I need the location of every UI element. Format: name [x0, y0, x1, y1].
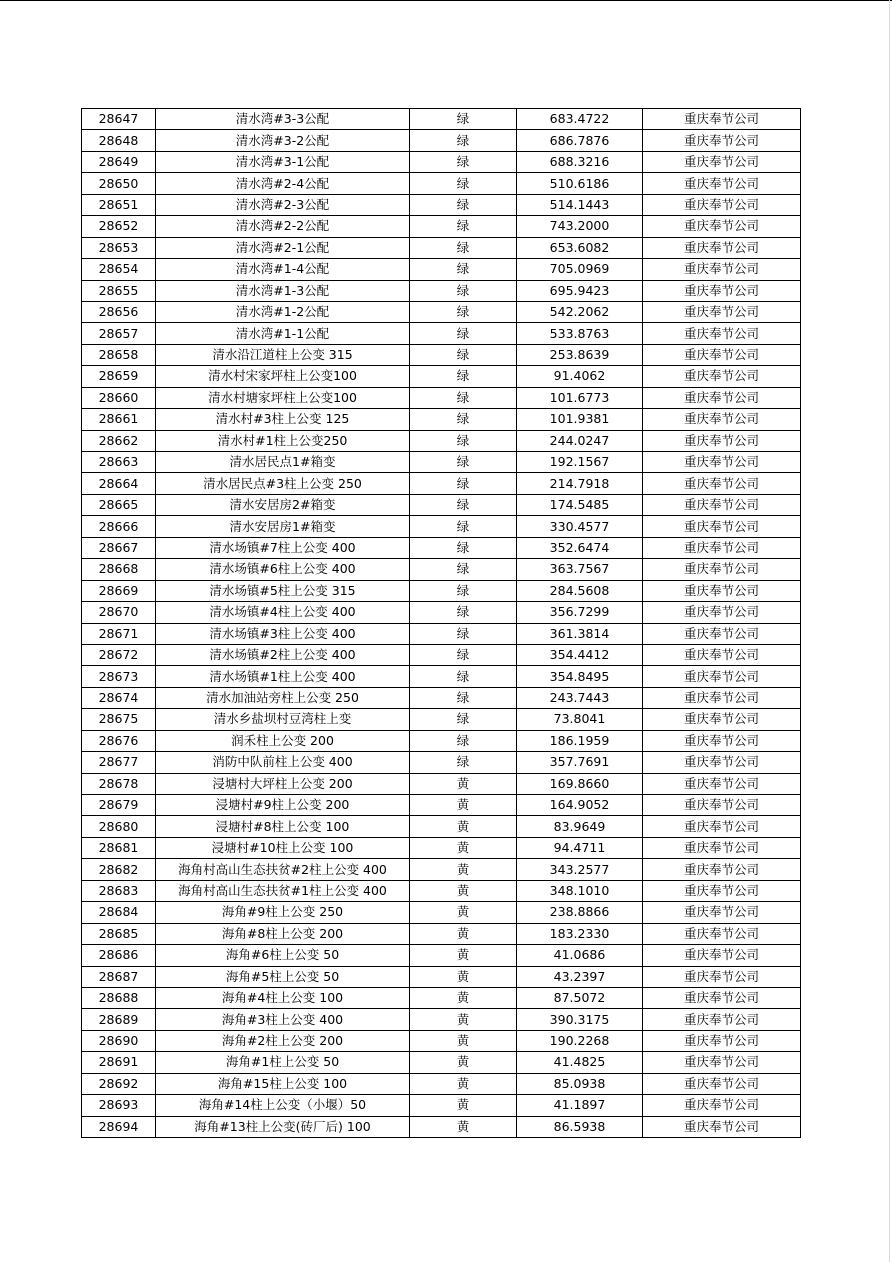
table-row [82, 130, 801, 151]
transformer-name-cell: 海角#3柱上公变 400 [156, 1009, 410, 1030]
status-level-cell: 黄 [410, 1095, 517, 1116]
row-id-cell: 28681 [82, 837, 156, 858]
status-level-cell: 黄 [410, 966, 517, 987]
table-row [82, 966, 801, 987]
value-cell: 542.2062 [517, 301, 643, 322]
row-id-cell: 28669 [82, 580, 156, 601]
status-level-cell: 黄 [410, 1073, 517, 1094]
value-cell: 352.6474 [517, 537, 643, 558]
value-cell: 743.2000 [517, 216, 643, 237]
table-row [82, 644, 801, 665]
table-row [82, 537, 801, 558]
table-row [82, 237, 801, 258]
company-cell: 重庆奉节公司 [643, 1116, 801, 1137]
value-cell: 43.2397 [517, 966, 643, 987]
status-level-cell: 绿 [410, 666, 517, 687]
transformer-name-cell: 浸塘村大坪柱上公变 200 [156, 773, 410, 794]
row-id-cell: 28658 [82, 344, 156, 365]
row-id-cell: 28686 [82, 945, 156, 966]
status-level-cell: 绿 [410, 323, 517, 344]
value-cell: 243.7443 [517, 687, 643, 708]
table-row [82, 795, 801, 816]
row-id-cell: 28675 [82, 709, 156, 730]
transformer-name-cell: 浸塘村#10柱上公变 100 [156, 837, 410, 858]
table-row [82, 151, 801, 172]
status-level-cell: 绿 [410, 709, 517, 730]
status-level-cell: 绿 [410, 366, 517, 387]
transformer-name-cell: 浸塘村#9柱上公变 200 [156, 795, 410, 816]
transformer-name-cell: 清水村塘家坪柱上公变100 [156, 387, 410, 408]
row-id-cell: 28657 [82, 323, 156, 344]
company-cell: 重庆奉节公司 [643, 473, 801, 494]
transformer-name-cell: 海角#4柱上公变 100 [156, 987, 410, 1008]
value-cell: 101.6773 [517, 387, 643, 408]
value-cell: 101.9381 [517, 409, 643, 430]
company-cell: 重庆奉节公司 [643, 1073, 801, 1094]
row-id-cell: 28661 [82, 409, 156, 430]
value-cell: 169.8660 [517, 773, 643, 794]
value-cell: 356.7299 [517, 602, 643, 623]
status-level-cell: 黄 [410, 1009, 517, 1030]
transformer-name-cell: 清水居民点1#箱变 [156, 452, 410, 473]
row-id-cell: 28693 [82, 1095, 156, 1116]
status-level-cell: 绿 [410, 387, 517, 408]
transformer-name-cell: 清水湾#3-3公配 [156, 109, 410, 130]
company-cell: 重庆奉节公司 [643, 323, 801, 344]
transformer-name-cell: 海角#15柱上公变 100 [156, 1073, 410, 1094]
status-level-cell: 绿 [410, 130, 517, 151]
transformer-name-cell: 海角#14柱上公变（小堰）50 [156, 1095, 410, 1116]
company-cell: 重庆奉节公司 [643, 151, 801, 172]
value-cell: 86.5938 [517, 1116, 643, 1137]
table-row [82, 816, 801, 837]
transformer-name-cell: 清水湾#1-2公配 [156, 301, 410, 322]
status-level-cell: 黄 [410, 837, 517, 858]
row-id-cell: 28663 [82, 452, 156, 473]
value-cell: 361.3814 [517, 623, 643, 644]
company-cell: 重庆奉节公司 [643, 880, 801, 901]
value-cell: 363.7567 [517, 559, 643, 580]
status-level-cell: 黄 [410, 795, 517, 816]
company-cell: 重庆奉节公司 [643, 644, 801, 665]
value-cell: 41.1897 [517, 1095, 643, 1116]
status-level-cell: 绿 [410, 602, 517, 623]
row-id-cell: 28651 [82, 194, 156, 215]
company-cell: 重庆奉节公司 [643, 795, 801, 816]
value-cell: 357.7691 [517, 752, 643, 773]
table-row [82, 687, 801, 708]
table-row [82, 880, 801, 901]
transformer-name-cell: 海角#9柱上公变 250 [156, 902, 410, 923]
row-id-cell: 28666 [82, 516, 156, 537]
value-cell: 73.8041 [517, 709, 643, 730]
status-level-cell: 绿 [410, 280, 517, 301]
table-row [82, 945, 801, 966]
row-id-cell: 28659 [82, 366, 156, 387]
table-row [82, 280, 801, 301]
status-level-cell: 绿 [410, 559, 517, 580]
status-level-cell: 绿 [410, 259, 517, 280]
status-level-cell: 绿 [410, 580, 517, 601]
transformer-name-cell: 浸塘村#8柱上公变 100 [156, 816, 410, 837]
transformer-name-cell: 清水乡盐坝村豆湾柱上变 [156, 709, 410, 730]
transformer-name-cell: 海角#1柱上公变 50 [156, 1052, 410, 1073]
company-cell: 重庆奉节公司 [643, 173, 801, 194]
status-level-cell: 黄 [410, 859, 517, 880]
transformer-name-cell: 清水村#3柱上公变 125 [156, 409, 410, 430]
row-id-cell: 28652 [82, 216, 156, 237]
row-id-cell: 28665 [82, 494, 156, 515]
table-row [82, 409, 801, 430]
company-cell: 重庆奉节公司 [643, 130, 801, 151]
value-cell: 85.0938 [517, 1073, 643, 1094]
value-cell: 87.5072 [517, 987, 643, 1008]
table-row [82, 387, 801, 408]
row-id-cell: 28668 [82, 559, 156, 580]
table-row [82, 473, 801, 494]
row-id-cell: 28655 [82, 280, 156, 301]
row-id-cell: 28690 [82, 1030, 156, 1051]
company-cell: 重庆奉节公司 [643, 237, 801, 258]
value-cell: 174.5485 [517, 494, 643, 515]
status-level-cell: 绿 [410, 473, 517, 494]
status-level-cell: 黄 [410, 1030, 517, 1051]
row-id-cell: 28678 [82, 773, 156, 794]
company-cell: 重庆奉节公司 [643, 1095, 801, 1116]
transformer-name-cell: 清水加油站旁柱上公变 250 [156, 687, 410, 708]
company-cell: 重庆奉节公司 [643, 987, 801, 1008]
table-row [82, 216, 801, 237]
status-level-cell: 绿 [410, 216, 517, 237]
table-row [82, 709, 801, 730]
value-cell: 390.3175 [517, 1009, 643, 1030]
row-id-cell: 28650 [82, 173, 156, 194]
row-id-cell: 28653 [82, 237, 156, 258]
row-id-cell: 28662 [82, 430, 156, 451]
transformer-name-cell: 海角#2柱上公变 200 [156, 1030, 410, 1051]
row-id-cell: 28671 [82, 623, 156, 644]
table-row [82, 666, 801, 687]
company-cell: 重庆奉节公司 [643, 816, 801, 837]
row-id-cell: 28667 [82, 537, 156, 558]
transformer-name-cell: 清水湾#2-4公配 [156, 173, 410, 194]
status-level-cell: 绿 [410, 301, 517, 322]
table-row [82, 194, 801, 215]
value-cell: 705.0969 [517, 259, 643, 280]
page-top-border [0, 0, 892, 1]
company-cell: 重庆奉节公司 [643, 387, 801, 408]
row-id-cell: 28647 [82, 109, 156, 130]
value-cell: 688.3216 [517, 151, 643, 172]
status-level-cell: 黄 [410, 773, 517, 794]
row-id-cell: 28692 [82, 1073, 156, 1094]
value-cell: 183.2330 [517, 923, 643, 944]
table-row [82, 323, 801, 344]
value-cell: 695.9423 [517, 280, 643, 301]
status-level-cell: 绿 [410, 687, 517, 708]
value-cell: 238.8866 [517, 902, 643, 923]
status-level-cell: 绿 [410, 537, 517, 558]
transformer-name-cell: 清水湾#2-1公配 [156, 237, 410, 258]
company-cell: 重庆奉节公司 [643, 666, 801, 687]
table-row [82, 1095, 801, 1116]
table-row [82, 559, 801, 580]
table-row [82, 1052, 801, 1073]
status-level-cell: 绿 [410, 237, 517, 258]
table-body [82, 109, 801, 1138]
transformer-name-cell: 海角村高山生态扶贫#2柱上公变 400 [156, 859, 410, 880]
value-cell: 348.1010 [517, 880, 643, 901]
company-cell: 重庆奉节公司 [643, 752, 801, 773]
value-cell: 514.1443 [517, 194, 643, 215]
table-row [82, 902, 801, 923]
status-level-cell: 黄 [410, 816, 517, 837]
transformer-name-cell: 清水场镇#2柱上公变 400 [156, 644, 410, 665]
company-cell: 重庆奉节公司 [643, 216, 801, 237]
table-row [82, 109, 801, 130]
table-row [82, 837, 801, 858]
transformer-name-cell: 清水沿江道柱上公变 315 [156, 344, 410, 365]
status-level-cell: 黄 [410, 923, 517, 944]
table-row [82, 859, 801, 880]
transformer-name-cell: 清水场镇#6柱上公变 400 [156, 559, 410, 580]
row-id-cell: 28660 [82, 387, 156, 408]
company-cell: 重庆奉节公司 [643, 773, 801, 794]
company-cell: 重庆奉节公司 [643, 301, 801, 322]
status-level-cell: 黄 [410, 880, 517, 901]
transformer-name-cell: 清水场镇#1柱上公变 400 [156, 666, 410, 687]
row-id-cell: 28688 [82, 987, 156, 1008]
row-id-cell: 28676 [82, 730, 156, 751]
status-level-cell: 绿 [410, 516, 517, 537]
row-id-cell: 28672 [82, 644, 156, 665]
table-row [82, 301, 801, 322]
company-cell: 重庆奉节公司 [643, 709, 801, 730]
transformer-name-cell: 清水湾#2-3公配 [156, 194, 410, 215]
value-cell: 91.4062 [517, 366, 643, 387]
company-cell: 重庆奉节公司 [643, 966, 801, 987]
company-cell: 重庆奉节公司 [643, 259, 801, 280]
value-cell: 330.4577 [517, 516, 643, 537]
page-right-edge [889, 0, 890, 1262]
transformer-name-cell: 清水场镇#3柱上公变 400 [156, 623, 410, 644]
company-cell: 重庆奉节公司 [643, 537, 801, 558]
row-id-cell: 28654 [82, 259, 156, 280]
transformer-name-cell: 清水居民点#3柱上公变 250 [156, 473, 410, 494]
transformer-name-cell: 清水湾#1-3公配 [156, 280, 410, 301]
company-cell: 重庆奉节公司 [643, 516, 801, 537]
table-row [82, 987, 801, 1008]
value-cell: 510.6186 [517, 173, 643, 194]
company-cell: 重庆奉节公司 [643, 1030, 801, 1051]
value-cell: 83.9649 [517, 816, 643, 837]
table-row [82, 580, 801, 601]
value-cell: 284.5608 [517, 580, 643, 601]
status-level-cell: 绿 [410, 452, 517, 473]
company-cell: 重庆奉节公司 [643, 859, 801, 880]
value-cell: 214.7918 [517, 473, 643, 494]
row-id-cell: 28670 [82, 602, 156, 623]
value-cell: 683.4722 [517, 109, 643, 130]
table-row [82, 259, 801, 280]
status-level-cell: 绿 [410, 409, 517, 430]
row-id-cell: 28682 [82, 859, 156, 880]
value-cell: 164.9052 [517, 795, 643, 816]
status-level-cell: 黄 [410, 902, 517, 923]
transformer-name-cell: 消防中队前柱上公变 400 [156, 752, 410, 773]
transformer-name-cell: 清水安居房2#箱变 [156, 494, 410, 515]
row-id-cell: 28664 [82, 473, 156, 494]
status-level-cell: 绿 [410, 623, 517, 644]
value-cell: 686.7876 [517, 130, 643, 151]
status-level-cell: 绿 [410, 644, 517, 665]
transformer-name-cell: 清水湾#3-1公配 [156, 151, 410, 172]
transformer-name-cell: 海角#6柱上公变 50 [156, 945, 410, 966]
company-cell: 重庆奉节公司 [643, 837, 801, 858]
row-id-cell: 28684 [82, 902, 156, 923]
value-cell: 533.8763 [517, 323, 643, 344]
value-cell: 354.8495 [517, 666, 643, 687]
company-cell: 重庆奉节公司 [643, 1009, 801, 1030]
status-level-cell: 绿 [410, 151, 517, 172]
value-cell: 41.0686 [517, 945, 643, 966]
value-cell: 41.4825 [517, 1052, 643, 1073]
status-level-cell: 黄 [410, 1052, 517, 1073]
company-cell: 重庆奉节公司 [643, 452, 801, 473]
transformer-name-cell: 海角#8柱上公变 200 [156, 923, 410, 944]
row-id-cell: 28680 [82, 816, 156, 837]
company-cell: 重庆奉节公司 [643, 559, 801, 580]
company-cell: 重庆奉节公司 [643, 280, 801, 301]
transformer-name-cell: 清水场镇#5柱上公变 315 [156, 580, 410, 601]
value-cell: 94.4711 [517, 837, 643, 858]
transformer-name-cell: 清水村宋家坪柱上公变100 [156, 366, 410, 387]
row-id-cell: 28649 [82, 151, 156, 172]
row-id-cell: 28656 [82, 301, 156, 322]
company-cell: 重庆奉节公司 [643, 366, 801, 387]
transformer-name-cell: 清水场镇#4柱上公变 400 [156, 602, 410, 623]
table-row [82, 773, 801, 794]
row-id-cell: 28674 [82, 687, 156, 708]
value-cell: 354.4412 [517, 644, 643, 665]
row-id-cell: 28691 [82, 1052, 156, 1073]
company-cell: 重庆奉节公司 [643, 409, 801, 430]
row-id-cell: 28673 [82, 666, 156, 687]
row-id-cell: 28648 [82, 130, 156, 151]
table-row [82, 430, 801, 451]
transformer-name-cell: 海角#5柱上公变 50 [156, 966, 410, 987]
company-cell: 重庆奉节公司 [643, 602, 801, 623]
company-cell: 重庆奉节公司 [643, 945, 801, 966]
transformer-name-cell: 海角村高山生态扶贫#1柱上公变 400 [156, 880, 410, 901]
transformer-name-cell: 清水湾#1-4公配 [156, 259, 410, 280]
company-cell: 重庆奉节公司 [643, 1052, 801, 1073]
transformer-name-cell: 海角#13柱上公变(砖厂后) 100 [156, 1116, 410, 1137]
status-level-cell: 黄 [410, 987, 517, 1008]
table-row [82, 1009, 801, 1030]
status-level-cell: 绿 [410, 344, 517, 365]
status-level-cell: 黄 [410, 945, 517, 966]
status-level-cell: 绿 [410, 494, 517, 515]
company-cell: 重庆奉节公司 [643, 494, 801, 515]
status-level-cell: 绿 [410, 430, 517, 451]
transformer-name-cell: 清水湾#1-1公配 [156, 323, 410, 344]
table-row [82, 344, 801, 365]
transformer-name-cell: 清水场镇#7柱上公变 400 [156, 537, 410, 558]
row-id-cell: 28689 [82, 1009, 156, 1030]
row-id-cell: 28679 [82, 795, 156, 816]
transformer-name-cell: 润禾柱上公变 200 [156, 730, 410, 751]
status-level-cell: 绿 [410, 173, 517, 194]
value-cell: 190.2268 [517, 1030, 643, 1051]
table-row [82, 1116, 801, 1137]
company-cell: 重庆奉节公司 [643, 344, 801, 365]
row-id-cell: 28685 [82, 923, 156, 944]
row-id-cell: 28677 [82, 752, 156, 773]
table-row [82, 752, 801, 773]
value-cell: 186.1959 [517, 730, 643, 751]
data-table [81, 108, 801, 1138]
table-row [82, 602, 801, 623]
company-cell: 重庆奉节公司 [643, 623, 801, 644]
status-level-cell: 绿 [410, 752, 517, 773]
transformer-name-cell: 清水湾#3-2公配 [156, 130, 410, 151]
company-cell: 重庆奉节公司 [643, 580, 801, 601]
status-level-cell: 绿 [410, 109, 517, 130]
status-level-cell: 绿 [410, 194, 517, 215]
status-level-cell: 绿 [410, 730, 517, 751]
table-row [82, 623, 801, 644]
company-cell: 重庆奉节公司 [643, 109, 801, 130]
value-cell: 244.0247 [517, 430, 643, 451]
table-row [82, 494, 801, 515]
table-row [82, 1073, 801, 1094]
value-cell: 192.1567 [517, 452, 643, 473]
table-row [82, 173, 801, 194]
company-cell: 重庆奉节公司 [643, 687, 801, 708]
row-id-cell: 28687 [82, 966, 156, 987]
table-row [82, 923, 801, 944]
table-row [82, 452, 801, 473]
value-cell: 653.6082 [517, 237, 643, 258]
table-row [82, 366, 801, 387]
status-level-cell: 黄 [410, 1116, 517, 1137]
value-cell: 343.2577 [517, 859, 643, 880]
table-row [82, 516, 801, 537]
transformer-name-cell: 清水村#1柱上公变250 [156, 430, 410, 451]
company-cell: 重庆奉节公司 [643, 923, 801, 944]
value-cell: 253.8639 [517, 344, 643, 365]
row-id-cell: 28683 [82, 880, 156, 901]
table-row [82, 730, 801, 751]
company-cell: 重庆奉节公司 [643, 430, 801, 451]
table-row [82, 1030, 801, 1051]
company-cell: 重庆奉节公司 [643, 194, 801, 215]
transformer-name-cell: 清水安居房1#箱变 [156, 516, 410, 537]
transformer-name-cell: 清水湾#2-2公配 [156, 216, 410, 237]
company-cell: 重庆奉节公司 [643, 902, 801, 923]
row-id-cell: 28694 [82, 1116, 156, 1137]
company-cell: 重庆奉节公司 [643, 730, 801, 751]
